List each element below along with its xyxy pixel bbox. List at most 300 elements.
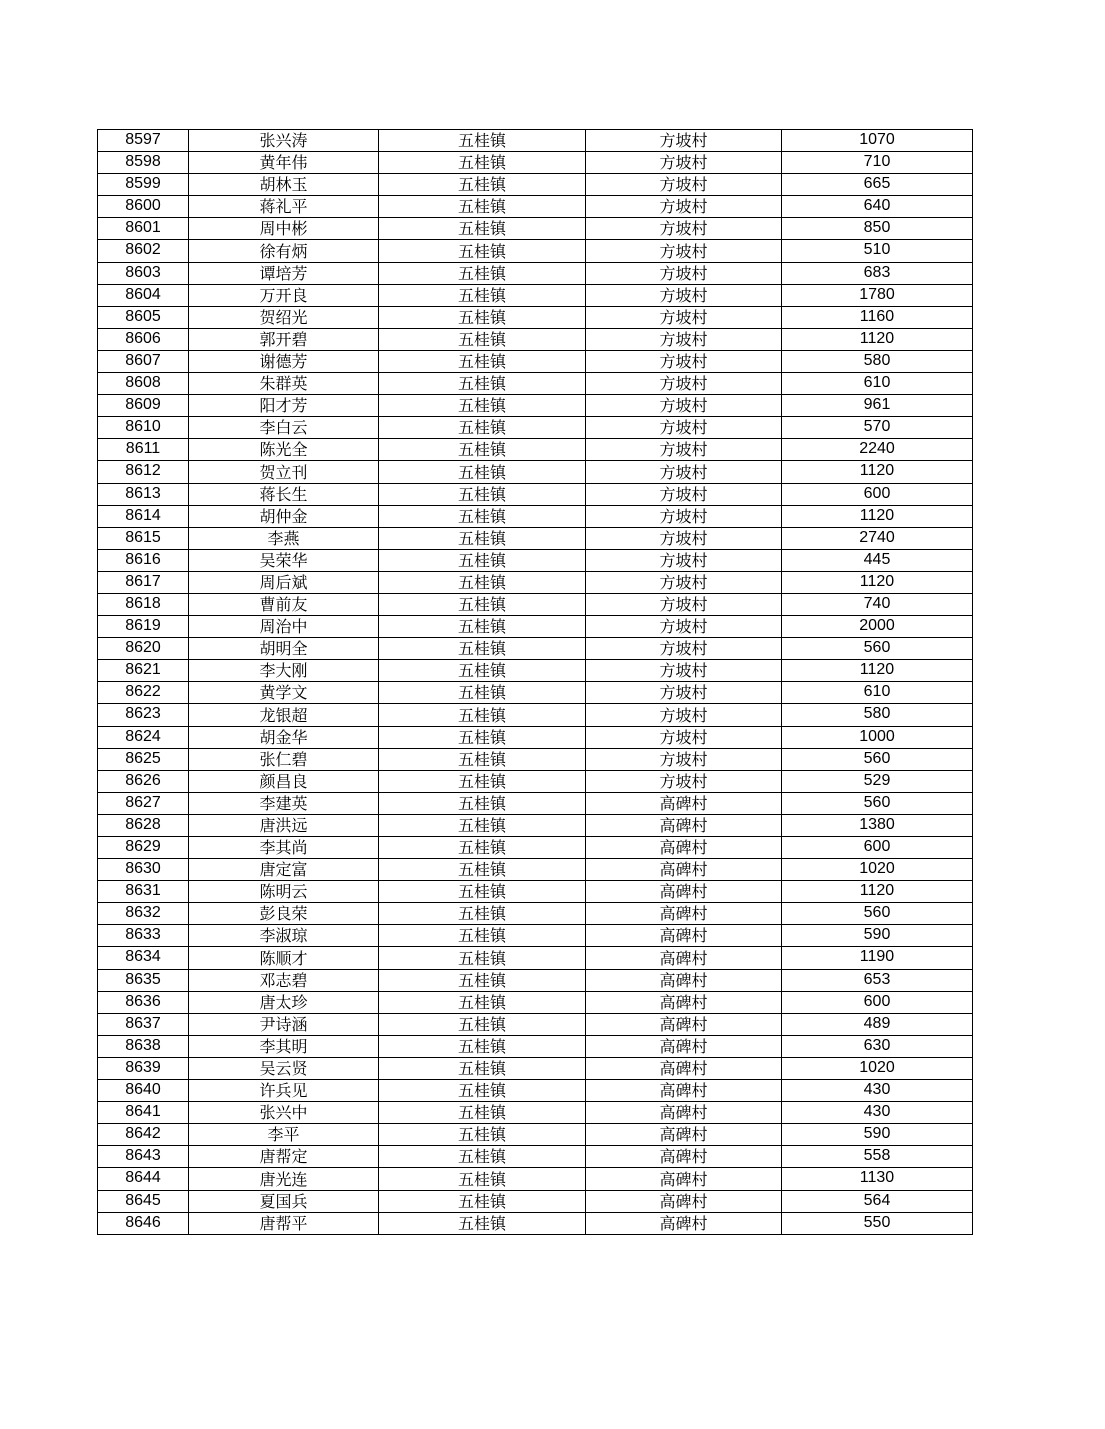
cell-amount: 710 bbox=[782, 152, 973, 174]
cell-id: 8601 bbox=[98, 218, 189, 240]
cell-name: 张兴涛 bbox=[189, 130, 379, 152]
cell-town: 五桂镇 bbox=[379, 196, 586, 218]
cell-id: 8600 bbox=[98, 196, 189, 218]
cell-town: 五桂镇 bbox=[379, 770, 586, 792]
cell-id: 8621 bbox=[98, 660, 189, 682]
cell-name: 阳才芳 bbox=[189, 395, 379, 417]
cell-name: 胡林玉 bbox=[189, 174, 379, 196]
table-row bbox=[98, 1013, 973, 1035]
cell-town: 五桂镇 bbox=[379, 328, 586, 350]
cell-village: 方坡村 bbox=[586, 549, 782, 571]
cell-amount: 1120 bbox=[782, 461, 973, 483]
cell-village: 高碑村 bbox=[586, 792, 782, 814]
cell-id: 8637 bbox=[98, 1013, 189, 1035]
cell-name: 彭良荣 bbox=[189, 903, 379, 925]
cell-town: 五桂镇 bbox=[379, 792, 586, 814]
cell-amount: 529 bbox=[782, 770, 973, 792]
cell-village: 方坡村 bbox=[586, 505, 782, 527]
table-row bbox=[98, 814, 973, 836]
cell-village: 方坡村 bbox=[586, 527, 782, 549]
cell-village: 高碑村 bbox=[586, 991, 782, 1013]
cell-village: 高碑村 bbox=[586, 1102, 782, 1124]
table-row bbox=[98, 660, 973, 682]
table-row bbox=[98, 748, 973, 770]
cell-village: 方坡村 bbox=[586, 395, 782, 417]
cell-village: 方坡村 bbox=[586, 328, 782, 350]
cell-town: 五桂镇 bbox=[379, 373, 586, 395]
cell-amount: 610 bbox=[782, 682, 973, 704]
cell-village: 高碑村 bbox=[586, 903, 782, 925]
cell-name: 唐帮定 bbox=[189, 1146, 379, 1168]
cell-amount: 489 bbox=[782, 1013, 973, 1035]
cell-town: 五桂镇 bbox=[379, 284, 586, 306]
cell-amount: 560 bbox=[782, 903, 973, 925]
cell-town: 五桂镇 bbox=[379, 1124, 586, 1146]
cell-id: 8617 bbox=[98, 571, 189, 593]
cell-name: 黄学文 bbox=[189, 682, 379, 704]
cell-amount: 550 bbox=[782, 1212, 973, 1234]
cell-id: 8631 bbox=[98, 881, 189, 903]
table-row bbox=[98, 947, 973, 969]
cell-id: 8623 bbox=[98, 704, 189, 726]
cell-amount: 430 bbox=[782, 1102, 973, 1124]
cell-id: 8603 bbox=[98, 262, 189, 284]
cell-id: 8643 bbox=[98, 1146, 189, 1168]
cell-town: 五桂镇 bbox=[379, 593, 586, 615]
cell-name: 龙银超 bbox=[189, 704, 379, 726]
table-row bbox=[98, 395, 973, 417]
cell-amount: 570 bbox=[782, 417, 973, 439]
cell-amount: 580 bbox=[782, 704, 973, 726]
cell-id: 8633 bbox=[98, 925, 189, 947]
cell-id: 8624 bbox=[98, 726, 189, 748]
cell-name: 李其明 bbox=[189, 1035, 379, 1057]
cell-village: 高碑村 bbox=[586, 1013, 782, 1035]
cell-id: 8625 bbox=[98, 748, 189, 770]
cell-village: 高碑村 bbox=[586, 969, 782, 991]
cell-name: 邓志碧 bbox=[189, 969, 379, 991]
cell-town: 五桂镇 bbox=[379, 616, 586, 638]
cell-id: 8615 bbox=[98, 527, 189, 549]
cell-name: 谢德芳 bbox=[189, 350, 379, 372]
cell-name: 唐太珍 bbox=[189, 991, 379, 1013]
cell-id: 8619 bbox=[98, 616, 189, 638]
cell-id: 8642 bbox=[98, 1124, 189, 1146]
cell-id: 8614 bbox=[98, 505, 189, 527]
cell-town: 五桂镇 bbox=[379, 991, 586, 1013]
cell-town: 五桂镇 bbox=[379, 417, 586, 439]
cell-amount: 1160 bbox=[782, 306, 973, 328]
cell-town: 五桂镇 bbox=[379, 947, 586, 969]
cell-amount: 653 bbox=[782, 969, 973, 991]
cell-amount: 850 bbox=[782, 218, 973, 240]
cell-amount: 564 bbox=[782, 1190, 973, 1212]
table-body bbox=[98, 130, 973, 1235]
cell-village: 方坡村 bbox=[586, 196, 782, 218]
cell-id: 8622 bbox=[98, 682, 189, 704]
cell-name: 李淑琼 bbox=[189, 925, 379, 947]
table-row bbox=[98, 240, 973, 262]
table-row bbox=[98, 505, 973, 527]
cell-amount: 558 bbox=[782, 1146, 973, 1168]
cell-name: 曹前友 bbox=[189, 593, 379, 615]
cell-village: 方坡村 bbox=[586, 461, 782, 483]
cell-town: 五桂镇 bbox=[379, 152, 586, 174]
table-row bbox=[98, 1057, 973, 1079]
cell-village: 方坡村 bbox=[586, 748, 782, 770]
table-row bbox=[98, 593, 973, 615]
cell-town: 五桂镇 bbox=[379, 1212, 586, 1234]
cell-id: 8609 bbox=[98, 395, 189, 417]
cell-amount: 961 bbox=[782, 395, 973, 417]
cell-name: 蒋礼平 bbox=[189, 196, 379, 218]
cell-name: 朱群英 bbox=[189, 373, 379, 395]
table-row bbox=[98, 682, 973, 704]
cell-village: 高碑村 bbox=[586, 814, 782, 836]
data-table bbox=[97, 129, 973, 1235]
cell-town: 五桂镇 bbox=[379, 527, 586, 549]
cell-village: 方坡村 bbox=[586, 571, 782, 593]
cell-name: 唐光连 bbox=[189, 1168, 379, 1190]
cell-name: 李白云 bbox=[189, 417, 379, 439]
cell-village: 方坡村 bbox=[586, 616, 782, 638]
cell-id: 8602 bbox=[98, 240, 189, 262]
cell-amount: 2740 bbox=[782, 527, 973, 549]
cell-id: 8604 bbox=[98, 284, 189, 306]
cell-id: 8635 bbox=[98, 969, 189, 991]
cell-village: 高碑村 bbox=[586, 1080, 782, 1102]
cell-name: 张仁碧 bbox=[189, 748, 379, 770]
cell-name: 唐定富 bbox=[189, 859, 379, 881]
cell-town: 五桂镇 bbox=[379, 483, 586, 505]
cell-village: 方坡村 bbox=[586, 417, 782, 439]
cell-name: 陈明云 bbox=[189, 881, 379, 903]
table-row bbox=[98, 1124, 973, 1146]
cell-village: 高碑村 bbox=[586, 1190, 782, 1212]
cell-amount: 580 bbox=[782, 350, 973, 372]
table-row bbox=[98, 549, 973, 571]
cell-village: 方坡村 bbox=[586, 350, 782, 372]
cell-id: 8630 bbox=[98, 859, 189, 881]
cell-amount: 590 bbox=[782, 925, 973, 947]
cell-town: 五桂镇 bbox=[379, 682, 586, 704]
cell-village: 高碑村 bbox=[586, 881, 782, 903]
cell-amount: 1020 bbox=[782, 859, 973, 881]
table-row bbox=[98, 1102, 973, 1124]
cell-village: 高碑村 bbox=[586, 1168, 782, 1190]
cell-id: 8644 bbox=[98, 1168, 189, 1190]
table-row bbox=[98, 726, 973, 748]
cell-town: 五桂镇 bbox=[379, 461, 586, 483]
table-row bbox=[98, 483, 973, 505]
cell-town: 五桂镇 bbox=[379, 748, 586, 770]
cell-id: 8620 bbox=[98, 638, 189, 660]
cell-town: 五桂镇 bbox=[379, 395, 586, 417]
cell-id: 8606 bbox=[98, 328, 189, 350]
cell-amount: 600 bbox=[782, 483, 973, 505]
cell-village: 方坡村 bbox=[586, 218, 782, 240]
cell-town: 五桂镇 bbox=[379, 660, 586, 682]
cell-town: 五桂镇 bbox=[379, 638, 586, 660]
cell-village: 高碑村 bbox=[586, 1212, 782, 1234]
cell-amount: 610 bbox=[782, 373, 973, 395]
table-row bbox=[98, 527, 973, 549]
cell-town: 五桂镇 bbox=[379, 814, 586, 836]
table-row bbox=[98, 262, 973, 284]
cell-id: 8611 bbox=[98, 439, 189, 461]
cell-village: 方坡村 bbox=[586, 262, 782, 284]
table-row bbox=[98, 174, 973, 196]
cell-name: 李燕 bbox=[189, 527, 379, 549]
cell-name: 贺立刊 bbox=[189, 461, 379, 483]
table-row bbox=[98, 792, 973, 814]
table-row bbox=[98, 196, 973, 218]
cell-town: 五桂镇 bbox=[379, 859, 586, 881]
cell-village: 高碑村 bbox=[586, 1124, 782, 1146]
cell-village: 方坡村 bbox=[586, 439, 782, 461]
cell-town: 五桂镇 bbox=[379, 174, 586, 196]
cell-town: 五桂镇 bbox=[379, 571, 586, 593]
cell-village: 方坡村 bbox=[586, 593, 782, 615]
cell-amount: 1070 bbox=[782, 130, 973, 152]
table-row bbox=[98, 571, 973, 593]
cell-village: 方坡村 bbox=[586, 726, 782, 748]
cell-name: 颜昌良 bbox=[189, 770, 379, 792]
table-row bbox=[98, 991, 973, 1013]
cell-name: 夏国兵 bbox=[189, 1190, 379, 1212]
cell-name: 周中彬 bbox=[189, 218, 379, 240]
cell-town: 五桂镇 bbox=[379, 969, 586, 991]
cell-id: 8627 bbox=[98, 792, 189, 814]
cell-name: 许兵见 bbox=[189, 1080, 379, 1102]
table-row bbox=[98, 373, 973, 395]
cell-name: 胡仲金 bbox=[189, 505, 379, 527]
cell-name: 吴荣华 bbox=[189, 549, 379, 571]
cell-id: 8612 bbox=[98, 461, 189, 483]
table-row bbox=[98, 461, 973, 483]
table-row bbox=[98, 152, 973, 174]
cell-id: 8599 bbox=[98, 174, 189, 196]
cell-town: 五桂镇 bbox=[379, 1057, 586, 1079]
cell-village: 方坡村 bbox=[586, 130, 782, 152]
table-row bbox=[98, 1146, 973, 1168]
cell-name: 万开良 bbox=[189, 284, 379, 306]
table-row bbox=[98, 417, 973, 439]
cell-amount: 560 bbox=[782, 748, 973, 770]
cell-village: 高碑村 bbox=[586, 925, 782, 947]
cell-id: 8641 bbox=[98, 1102, 189, 1124]
cell-amount: 1190 bbox=[782, 947, 973, 969]
cell-village: 方坡村 bbox=[586, 638, 782, 660]
cell-name: 李大刚 bbox=[189, 660, 379, 682]
cell-name: 郭开碧 bbox=[189, 328, 379, 350]
cell-amount: 665 bbox=[782, 174, 973, 196]
cell-amount: 560 bbox=[782, 638, 973, 660]
cell-town: 五桂镇 bbox=[379, 130, 586, 152]
cell-amount: 1000 bbox=[782, 726, 973, 748]
cell-amount: 1380 bbox=[782, 814, 973, 836]
table-row bbox=[98, 616, 973, 638]
cell-amount: 510 bbox=[782, 240, 973, 262]
cell-id: 8632 bbox=[98, 903, 189, 925]
cell-village: 方坡村 bbox=[586, 306, 782, 328]
cell-id: 8616 bbox=[98, 549, 189, 571]
cell-name: 周治中 bbox=[189, 616, 379, 638]
cell-village: 方坡村 bbox=[586, 284, 782, 306]
cell-id: 8610 bbox=[98, 417, 189, 439]
table-row bbox=[98, 1080, 973, 1102]
cell-town: 五桂镇 bbox=[379, 726, 586, 748]
cell-id: 8597 bbox=[98, 130, 189, 152]
cell-amount: 2240 bbox=[782, 439, 973, 461]
cell-name: 吴云贤 bbox=[189, 1057, 379, 1079]
cell-amount: 600 bbox=[782, 991, 973, 1013]
cell-amount: 683 bbox=[782, 262, 973, 284]
table-row bbox=[98, 770, 973, 792]
cell-town: 五桂镇 bbox=[379, 262, 586, 284]
cell-name: 张兴中 bbox=[189, 1102, 379, 1124]
cell-id: 8646 bbox=[98, 1212, 189, 1234]
table-row bbox=[98, 1212, 973, 1234]
cell-id: 8634 bbox=[98, 947, 189, 969]
cell-village: 高碑村 bbox=[586, 947, 782, 969]
cell-name: 徐有炳 bbox=[189, 240, 379, 262]
cell-town: 五桂镇 bbox=[379, 881, 586, 903]
cell-name: 李平 bbox=[189, 1124, 379, 1146]
cell-id: 8628 bbox=[98, 814, 189, 836]
cell-town: 五桂镇 bbox=[379, 549, 586, 571]
cell-name: 胡明全 bbox=[189, 638, 379, 660]
cell-amount: 1120 bbox=[782, 328, 973, 350]
cell-amount: 630 bbox=[782, 1035, 973, 1057]
cell-amount: 1120 bbox=[782, 505, 973, 527]
table-row bbox=[98, 284, 973, 306]
table-row bbox=[98, 350, 973, 372]
cell-town: 五桂镇 bbox=[379, 439, 586, 461]
cell-name: 唐帮平 bbox=[189, 1212, 379, 1234]
table-row bbox=[98, 881, 973, 903]
cell-town: 五桂镇 bbox=[379, 1035, 586, 1057]
cell-village: 方坡村 bbox=[586, 704, 782, 726]
cell-name: 李建英 bbox=[189, 792, 379, 814]
cell-village: 高碑村 bbox=[586, 1146, 782, 1168]
cell-town: 五桂镇 bbox=[379, 505, 586, 527]
cell-town: 五桂镇 bbox=[379, 1146, 586, 1168]
cell-name: 黄年伟 bbox=[189, 152, 379, 174]
cell-id: 8618 bbox=[98, 593, 189, 615]
cell-amount: 1780 bbox=[782, 284, 973, 306]
table-row bbox=[98, 1035, 973, 1057]
cell-name: 李其尚 bbox=[189, 837, 379, 859]
cell-town: 五桂镇 bbox=[379, 350, 586, 372]
cell-village: 方坡村 bbox=[586, 152, 782, 174]
cell-village: 高碑村 bbox=[586, 859, 782, 881]
table-row bbox=[98, 969, 973, 991]
table-row bbox=[98, 1190, 973, 1212]
cell-id: 8608 bbox=[98, 373, 189, 395]
cell-id: 8639 bbox=[98, 1057, 189, 1079]
cell-amount: 1020 bbox=[782, 1057, 973, 1079]
cell-name: 贺绍光 bbox=[189, 306, 379, 328]
cell-id: 8636 bbox=[98, 991, 189, 1013]
table-row bbox=[98, 328, 973, 350]
cell-town: 五桂镇 bbox=[379, 240, 586, 262]
cell-village: 方坡村 bbox=[586, 770, 782, 792]
cell-village: 方坡村 bbox=[586, 483, 782, 505]
cell-name: 尹诗涵 bbox=[189, 1013, 379, 1035]
cell-town: 五桂镇 bbox=[379, 1190, 586, 1212]
cell-amount: 1120 bbox=[782, 571, 973, 593]
cell-town: 五桂镇 bbox=[379, 218, 586, 240]
cell-amount: 640 bbox=[782, 196, 973, 218]
cell-name: 胡金华 bbox=[189, 726, 379, 748]
table-row bbox=[98, 306, 973, 328]
cell-village: 高碑村 bbox=[586, 837, 782, 859]
cell-village: 高碑村 bbox=[586, 1035, 782, 1057]
table-row bbox=[98, 638, 973, 660]
cell-village: 方坡村 bbox=[586, 682, 782, 704]
cell-town: 五桂镇 bbox=[379, 903, 586, 925]
table-row bbox=[98, 1168, 973, 1190]
cell-amount: 1120 bbox=[782, 881, 973, 903]
cell-town: 五桂镇 bbox=[379, 1013, 586, 1035]
cell-id: 8613 bbox=[98, 483, 189, 505]
cell-name: 唐洪远 bbox=[189, 814, 379, 836]
cell-id: 8598 bbox=[98, 152, 189, 174]
cell-name: 周后斌 bbox=[189, 571, 379, 593]
cell-id: 8605 bbox=[98, 306, 189, 328]
cell-id: 8638 bbox=[98, 1035, 189, 1057]
cell-village: 方坡村 bbox=[586, 660, 782, 682]
cell-town: 五桂镇 bbox=[379, 1102, 586, 1124]
cell-amount: 1130 bbox=[782, 1168, 973, 1190]
cell-amount: 445 bbox=[782, 549, 973, 571]
cell-amount: 590 bbox=[782, 1124, 973, 1146]
cell-village: 方坡村 bbox=[586, 373, 782, 395]
cell-name: 陈顺才 bbox=[189, 947, 379, 969]
cell-village: 高碑村 bbox=[586, 1057, 782, 1079]
cell-town: 五桂镇 bbox=[379, 306, 586, 328]
cell-town: 五桂镇 bbox=[379, 925, 586, 947]
cell-amount: 430 bbox=[782, 1080, 973, 1102]
cell-town: 五桂镇 bbox=[379, 837, 586, 859]
table-row bbox=[98, 704, 973, 726]
cell-amount: 600 bbox=[782, 837, 973, 859]
table-row bbox=[98, 218, 973, 240]
cell-town: 五桂镇 bbox=[379, 704, 586, 726]
cell-town: 五桂镇 bbox=[379, 1080, 586, 1102]
table-row bbox=[98, 859, 973, 881]
table-row bbox=[98, 439, 973, 461]
cell-id: 8626 bbox=[98, 770, 189, 792]
cell-id: 8629 bbox=[98, 837, 189, 859]
table-row bbox=[98, 903, 973, 925]
cell-amount: 560 bbox=[782, 792, 973, 814]
cell-name: 陈光全 bbox=[189, 439, 379, 461]
table-row bbox=[98, 130, 973, 152]
cell-id: 8607 bbox=[98, 350, 189, 372]
cell-amount: 740 bbox=[782, 593, 973, 615]
cell-name: 蒋长生 bbox=[189, 483, 379, 505]
cell-amount: 1120 bbox=[782, 660, 973, 682]
cell-id: 8645 bbox=[98, 1190, 189, 1212]
table-row bbox=[98, 837, 973, 859]
cell-village: 方坡村 bbox=[586, 240, 782, 262]
cell-town: 五桂镇 bbox=[379, 1168, 586, 1190]
cell-name: 谭培芳 bbox=[189, 262, 379, 284]
table-row bbox=[98, 925, 973, 947]
cell-id: 8640 bbox=[98, 1080, 189, 1102]
